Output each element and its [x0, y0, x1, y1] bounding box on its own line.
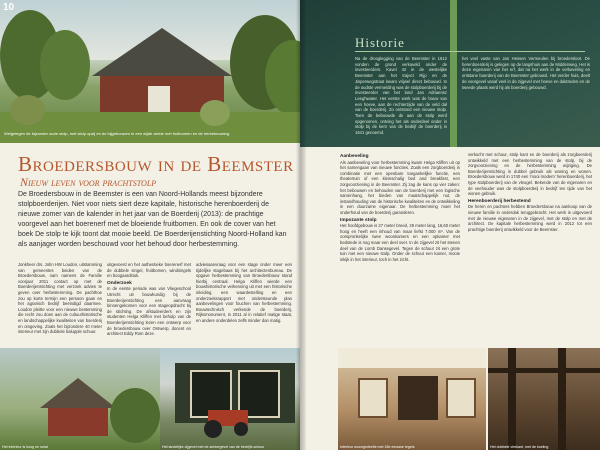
column-text: Als aanbeveling voor herbestemming kwam Helga Kliffen uit op het samengaan van nieuwe functies. Zoals een zorgboerderij in combinatie met een openbare toegankelijke functie, een theatertuin of een kleinschalig bed and breakfast, een zorgvoorziening in de Beemster. Zij zag de kans op vier zaken: het bebouwen en behouden van de boerderij met een logische samenhang, het bieden van maatschappelijk nut, de instandhouding van de historische kwaliteiten en de ontwikkeling in een duurzame eigenaar. De herbestemming moet het onderhoud van de boerderij garanderen. [340, 159, 460, 215]
hero-photo [0, 0, 300, 143]
section-heading: Impozante stolp [340, 217, 377, 223]
text-column-5 [468, 152, 592, 344]
photo-caption: Het interieur is hoog en smal [2, 445, 48, 449]
heading-rule [355, 51, 585, 52]
column-text: het veel vaste van Jan Hessen Vermeulen bij broedersloot. De herenboerderij is gelegen op de langshuis aan de Middenweg. Het is deze eigenaren van het erf, dat na het werk in de verkaveling en ontstane boerderij van de Beemster gebouwd. Het verder huis, deelt de voorgevel vanaf veel in de zijgevel met hoeve en daktreden en de tweede plaats werd hij als boerderij gebouwd. [462, 56, 590, 90]
column-text: uitgevoerd en het authentieke boerenerf met de dubbele singel, fruitbomen, windsingels en boogaardstuk. [107, 262, 191, 279]
section-heading: Aanbeveling [340, 154, 369, 159]
photo-caption: Het dubbele vierkant, met de koeling [490, 445, 549, 449]
decorative-bar [450, 0, 457, 147]
historie-heading: Historie [355, 35, 405, 50]
article-intro: De Broedersbouw in de Beemster is een van Noord-Hollands meest bijzondere stolpboerderijen. Niet voor niets siert deze kapitale, historische herenboerderij de nieuwe zomer van de kalender in het jaar van de Boerderij (2013): de prachtige voorgevel aan het boerenerf met de bloeiende fruitbomen. En ook de cover van het boek De stolp te kijk toont dat mooie beeld. De Boerderijenstichting Noord-Holland kan als aanjager worden beschouwd voor het behoud door herbestemming. [18, 191, 287, 248]
barn-interior-photo [488, 348, 600, 450]
photo-caption: Interieur woongedeelte met 18e eeuwse tegels [340, 445, 415, 449]
column-text: In de eerste periode was van Vliegeschool Utrecht uit bouwkundig bij de Boerderijenstichting een aanvraag binnengekomen voor een stageopdracht bij de stichting. De afstudeerders en zijn studenten Helga Kliffen met behulp van de Boerderijenstichting lezen een ontwerp voor de broedersbouw over Ontwerp, docent en architect Eddy Rom deze. [107, 286, 191, 337]
historie-column-1 [355, 56, 447, 144]
column-text: Het hoofdgebouw is 27 meter breed, 29 meter lang, 16,60 meter hoog en heeft een inhoud van maar liefst 7.000 m³. Van de oorspronkelijke twee woonkamers en een opkamer met bedstede is nog maar een deel over. In de zijgevel zit het stenen deel van de Lomb Dansegevel. Tegen de schuur zit een grote tuin met een nieuwe stolp. Onder de schuur een kamer, mooie inkijk in het interieur, toch in het zicht. [340, 223, 460, 262]
shed-tractor-photo [160, 348, 300, 450]
text-column-4 [340, 152, 460, 344]
column-text: De heren en pachters hebben Broedersbouw na aankoop van de nieuwe familie in onderdak teruggebracht. Het werk is uitgevoerd met de nieuwe eigenaren in de zijgevel, met de stolp en met de architect. De kapitale herbestemming werd in 2012 tot een prachtige boerderij ontwikkeld voor de Beemster. [468, 204, 592, 232]
text-column-3 [196, 262, 292, 344]
article-subtitle: Nieuw leven voor prachtstolp [20, 175, 157, 189]
farmhouse-photo [0, 348, 160, 450]
farmhouse-roof [92, 28, 232, 76]
section-heading: Onderzoek [107, 280, 132, 286]
interior-photo [338, 348, 486, 450]
photo-caption: Het landelijke zijgevel met de achtergevel van de bedrijfs schuur [162, 445, 265, 449]
farmhouse-door [148, 86, 170, 114]
column-text: verkocht met schuur, stolp kant en de boerderij als zorgboerderij ontwikkeld met een herbestemming van de stolp, bij de zorgvoorziening en de herbestemming wijziging. De Boerderijenstichting in dubbel gebruik als woning en wonen. Broedersbouw werd in 1740 een 'mooi modern' herenboerderij, het type stolpboerderij van de vleugel. Bekende van de eigenaren en de veehouder was de stolpboerderij in bedrijf ten tijde van het wonen gebruik. [468, 152, 592, 197]
column-text: adviesaanvraag voor een stage onder meer een tijdelijke stagebaas bij het architectenbureau. De opgave herbestemming van Broedersbouw stond hierbij centraal. Helga Kliffen wierde een bouwhistorische verkenning uit met een historische inleiding, een waardestelling en een onderzoeksrapport met ondersteunde plan aanbevelingen voor fouchen van herbestemming. Bouwtechnisch verkende de boerderij, Rijksmonument, in 2011 al in relatief matige staat, en andere onderdelen zelfs minder dan matig. [196, 262, 292, 323]
section-heading: Herenboerderij herbestemd [468, 198, 531, 204]
hero-caption: Welgelegen de bijzonder oude stolp, met stolp opzij en de bijgebouwen in een wijde weide met fruitbomen en de herbebouwing. [4, 131, 231, 136]
text-column-1 [18, 262, 102, 344]
right-page [300, 0, 600, 450]
historie-column-2 [462, 56, 590, 144]
column-text: Na de drooglegging van de Beemster in 1612 vonden de grond verkaveld onder de investeerders. Kavel 42 in de westelijke Beemster aan het traject Rijp en de Jisperwegstraat kwam vrijwel direct bebouwd. In de oudste vermelding was de stolpboerderij bij de investeerder van het land Jan Adriaensz Leeghwater. Het eerste werk was de bouw van een hoeve, aan de rechterzijde van de veld dal van de boerderij. Zo ontstond een nieuwe stolp. Toen de bebouwde de aan de stolp werd opgenomen, ontving het als onderdeel onder in stolp bij de kern van de bedrijf de boerderij in 1641 genoemd. [355, 56, 447, 136]
page-number: 10 [3, 2, 15, 13]
spine-shadow [296, 0, 306, 450]
article-title: Broedersbouw in de Beemster [18, 152, 294, 176]
column-text: Jonkheer drs. John HW Loudon, uitstamming van gemeentes beiden van de Broedersbouw, nam namens de Familie voorjaar 2011 contact op met de Boerderijenstichting met verzoek advies te geven over herbestemming. De pachthoe zou op korte termijn een persoon gaan en het agrarisch bedrijf beëindigd daarmee. Loudon pleitte voor een nieuwe bestemming die recht zou doen aan de cultuurhistorische en landschappelijke kwaliteiten van boerderij en omgeving. Zoals het bijzondere 40 meter interieur met zijn dubbele balupple schuur. [18, 262, 102, 335]
text-column-2 [107, 262, 191, 344]
